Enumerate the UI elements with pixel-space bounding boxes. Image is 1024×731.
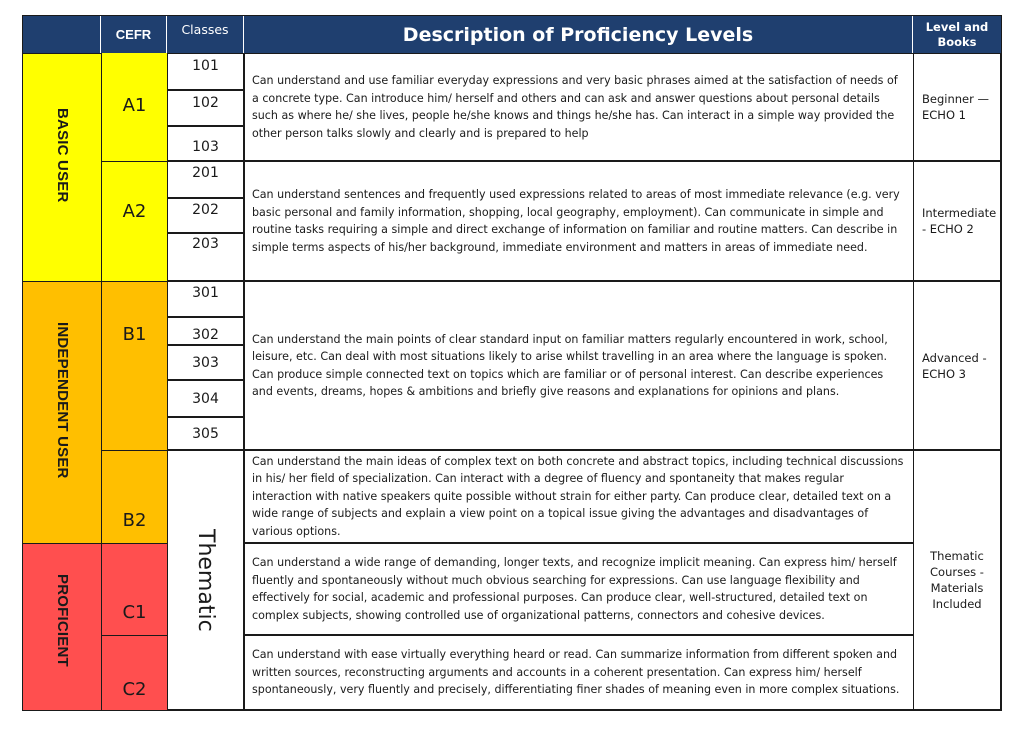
header-description: Description of Proficiency Levels <box>244 16 913 53</box>
description-b2: Can understand the main ideas of complex text on both concrete and abstract topics, including technical discussions in his/ her field of specialization. Can interact with a degree of fluency and spontaneity that makes regular interaction with native speakers quite possible without strain for either party. Can produce clear, detailed text on a wide range of subjects and explain a view point on a topical issue giving the advantages and disadvantages of various options. <box>244 450 913 543</box>
class-thematic-label: Thematic <box>193 528 218 632</box>
book-a1: Beginner — ECHO 1 <box>913 53 1001 161</box>
level-c1-label: C1 <box>122 602 147 623</box>
header-level-books: Level and Books <box>913 16 1001 53</box>
book-b1: Advanced - ECHO 3 <box>913 281 1001 450</box>
description-c1: Can understand a wide range of demanding, longer texts, and recognize implicit meaning. Can express him/ herself fluently and spontaneously without much obvious searching for expressions. Can use language flexibility and effectively for social, academic and professional purposes. Can produce clear, well-structured, detailed text on complex subjects, showing controlled use of organizational patterns, connectors and cohesive devices. <box>244 543 913 635</box>
level-a1 <box>101 53 167 161</box>
level-c2 <box>101 635 167 710</box>
class-301: 301 <box>167 281 244 317</box>
class-202: 202 <box>167 198 244 233</box>
header-cefr: CEFR <box>101 16 167 53</box>
book-a2: Intermediate - ECHO 2 <box>913 161 1001 281</box>
level-b2 <box>101 450 167 543</box>
class-thematic <box>167 450 244 710</box>
level-a2-label: A2 <box>122 201 147 222</box>
level-b1 <box>101 281 167 450</box>
description-b1: Can understand the main points of clear standard input on familiar matters regularly encountered in work, school, leisure, etc. Can deal with most situations likely to arise whilst travelling in an area where the language is spoken. Can produce simple connected text on topics which are familiar or of personal interest. Can describe experiences and events, dreams, hopes & ambitions and briefly give reasons and explanations for opinions and plans. <box>244 281 913 450</box>
level-c1 <box>101 543 167 635</box>
level-b1-label: B1 <box>122 324 147 345</box>
level-c2-label: C2 <box>122 679 147 700</box>
class-303: 303 <box>167 345 244 380</box>
class-304: 304 <box>167 380 244 417</box>
description-c2: Can understand with ease virtually everything heard or read. Can summarize information from different spoken and written sources, reconstructing arguments and accounts in a coherent presentation. Can express him/ herself spontaneously, very fluently and precisely, differentiating finer shades of meaning even in more complex situations. <box>244 635 913 710</box>
class-103: 103 <box>167 126 244 161</box>
band-independent-user-label: INDEPENDENT USER <box>54 322 71 479</box>
book-thematic: Thematic Courses - Materials Included <box>913 450 1001 710</box>
class-305: 305 <box>167 417 244 450</box>
level-a1-label: A1 <box>122 94 147 116</box>
class-101: 101 <box>167 53 244 90</box>
description-a1: Can understand and use familiar everyday expressions and very basic phrases aimed at the satisfaction of needs of a concrete type. Can introduce him/ herself and others and can ask and answer questions about personal details such as where he/ she lives, people he/she knows and things he/she has. Can interact in a simple way provided the other person talks slowly and clearly and is prepared to help <box>244 53 913 161</box>
header-classes: Classes <box>167 16 244 53</box>
band-basic-user-label: BASIC USER <box>54 108 71 203</box>
class-201: 201 <box>167 161 244 198</box>
class-102: 102 <box>167 90 244 126</box>
description-a2: Can understand sentences and frequently used expressions related to areas of most immediate relevance (e.g. very basic personal and family information, shopping, local geography, employment). Can communicate in simple and routine tasks requiring a simple and direct exchange of information on familiar and routine matters. Can describe in simple terms aspects of his/her background, immediate environment and matters in areas of immediate need. <box>244 161 913 281</box>
band-proficient-label: PROFICIENT <box>54 574 71 667</box>
level-b2-label: B2 <box>122 510 147 531</box>
class-203: 203 <box>167 233 244 281</box>
header-spacer <box>23 16 101 53</box>
level-a2 <box>101 161 167 281</box>
class-302: 302 <box>167 317 244 345</box>
proficiency-table <box>22 15 1002 711</box>
